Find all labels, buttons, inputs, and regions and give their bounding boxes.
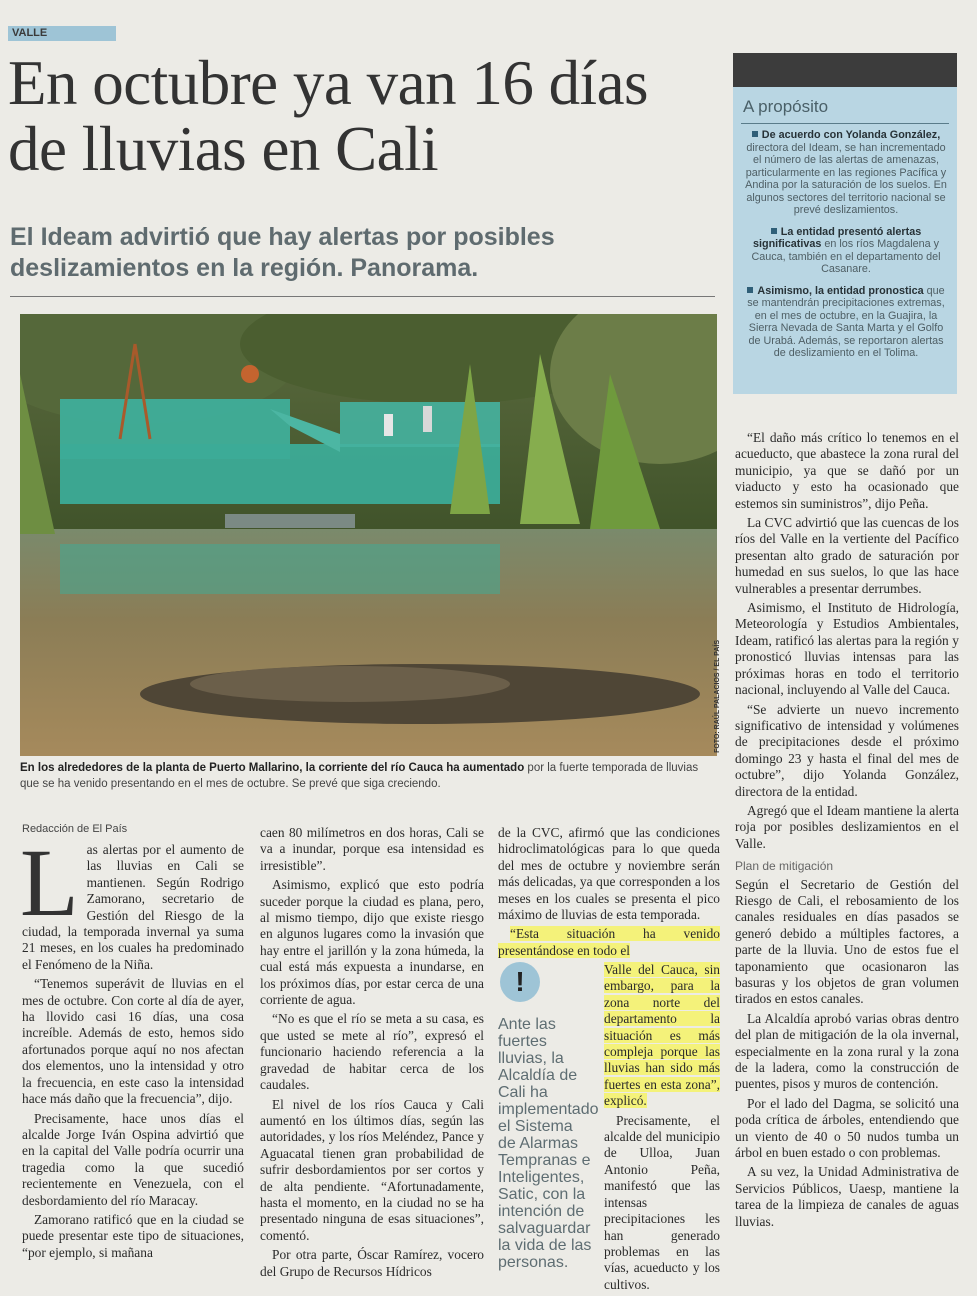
paragraph: Según el Secretario de Gestión del Riesgo de Cali, el rebosamiento de los canales residuales en días pasados se generó debido a múltiples factores, a parte de la lluvia. Uno de estos fue el taponamiento que ocasionaron las basuras y los objetos de gran volumen tirados en estos canales.	[735, 876, 959, 1007]
paragraph: A su vez, la Unidad Administrativa de Servicios Públicos, Uaesp, mantiene la tarea de la limpieza de canales de aguas lluvias.	[735, 1164, 959, 1229]
paragraph: “El daño más crítico lo tenemos en el acueducto, que abastece la zona rural del municipio, ya que se dañó por un viaducto y esto ha ocasionado que estemos sin suministros”, dijo Peña.	[735, 430, 959, 511]
sidebar-item: La entidad presentó alertas significativas en los ríos Magdalena y Cauca, también en el departamento del Casanare.	[751, 225, 941, 275]
subhead: El Ideam advirtió que hay alertas por posibles deslizamientos en la región. Panorama.	[10, 223, 555, 282]
section-subtitle: Plan de mitigación	[735, 859, 834, 874]
paragraph: “Se advierte un nuevo incremento significativo de intensidad y volúmenes de precipitaciones desde el próximo domingo 23 y hasta el final del mes de octubre”, dijo Yolanda González, directora de la entidad.	[735, 701, 959, 799]
paragraph: Por otra parte, Óscar Ramírez, vocero del Grupo de Recursos Hídricos	[260, 1247, 484, 1279]
photo-caption	[20, 760, 720, 792]
paragraph: Por el lado del Dagma, se solicitó una poda crítica de árboles, entendiendo que un viento de 40 o 50 nudos tumba un árbol en buen estado o con problemas.	[735, 1095, 959, 1161]
caption-lead: En los alrededores de la planta de Puerto Mallarino, la corriente del río Cauca ha aumentado	[20, 762, 525, 774]
bullet-icon	[747, 287, 753, 293]
sidebar-header-bar	[733, 53, 957, 87]
pull-quote: Ante las fuertes lluvias, la Alcaldía de Cali ha implementado el Sistema de Alarmas Tempranas e Inteligentes, Satic, con la intención de salvaguardar la vida de las personas.	[498, 1016, 599, 1271]
byline: Redacción de El País	[22, 823, 128, 835]
column-3-right	[604, 962, 720, 1296]
sidebar-title: A propósito	[743, 97, 829, 116]
headline: En octubre ya van 16 días de lluvias en Cali	[8, 48, 649, 184]
paragraph: El nivel de los ríos Cauca y Cali aumentó en los últimos días, según las autoridades, y los ríos Meléndez, Pance y Aguacatal tienen gran probabilidad de sufrir desbordamientos por ser cortos y de alta pendiente. “Afortunadamente, hasta el momento, en la ciudad no se ha presentado ninguna de esas situaciones”, comentó.	[260, 1096, 484, 1243]
paragraph: “No es que el río se meta a su casa, es que usted se mete al río”, expresó el funcionario haciendo referencia a la gravedad de habitar cerca de los caudales.	[260, 1011, 484, 1093]
bullet-icon	[752, 131, 758, 137]
paragraph: Precisamente, el alcalde del municipio de Ulloa, Juan Antonio Peña, manifestó que las intensas precipitaciones les han generado problemas en las vías, acueducto y los cultivos.	[604, 1112, 720, 1292]
paragraph: Asimismo, el Instituto de Hidrología, Meteorología y Estudios Ambientales, Ideam, ratificó las alertas para la región y pronosticó lluvias intensas para las próximas horas en todo el territorio nacional, incluyendo al Valle del Cauca.	[735, 600, 959, 698]
river-scene-image	[20, 314, 717, 756]
drop-cap: L	[20, 829, 79, 936]
sidebar-a-proposito	[733, 53, 957, 394]
section-tag: VALLE	[8, 26, 116, 41]
highlighted-quote-lead: “Esta situación ha venido presentándose en todo el	[498, 926, 720, 958]
photo-credit: FOTO: RAÚL PALACIOS / EL PAÍS	[714, 640, 721, 753]
sidebar-item: Asimismo, la entidad pronostica que se mantendrán precipitaciones extremas, en el mes de octubre, en la Guajira, la Sierra Nevada de Santa Marta y el Golfo de Urabá. Además, se reportaron alertas de deslizamiento en el Tolima.	[747, 284, 945, 359]
caption-text: por la fuerte temporada de lluvias que se ha venido presentando en el mes de octubre. Se prevé que siga creciendo.	[20, 762, 699, 790]
column-4	[735, 430, 959, 1233]
paragraph: de la CVC, afirmó que las condiciones hidroclimatológicas para lo que queda del mes de octubre y noviembre serán más delicadas, ya que corresponden a los meses en los cuales se presenta el pico máximo de lluvias de esta temporada.	[498, 825, 720, 923]
paragraph: La CVC advirtió que las cuencas de los ríos del Valle en la vertiente del Pacífico presentan alto grado de saturación por humedad en sus suelos, lo que las hace vulnerables a presentar derrumbes.	[735, 515, 959, 596]
highlighted-quote: Valle del Cauca, sin embargo, para la zona norte del departamento la situación es más compleja porque las lluvias han sido más fuertes en esta zona”, explicó.	[604, 962, 720, 1109]
paragraph: Agregó que el Ideam mantiene la alerta roja por posibles deslizamientos en el Valle.	[735, 802, 959, 851]
sidebar-divider	[741, 123, 949, 124]
divider	[10, 296, 715, 297]
paragraph: Precisamente, hace unos días el alcalde Jorge Iván Ospina advirtió que en la capital del Valle podría ocurrir una tragedia como la que sucedió recientemente en Venezuela, con el desbordamiento del río Maracay.	[22, 1110, 244, 1208]
paragraph: caen 80 milímetros en dos horas, Cali se va a inundar, porque esa intensidad es irresistible”.	[260, 825, 484, 873]
river-photo	[20, 314, 717, 756]
sidebar-item: De acuerdo con Yolanda González, directora del Ideam, se han incrementado el número de las alertas de amenazas, particularmente en las regiones Pacífica y Andina por la saturación de los suelos. En algunos sectores del territorio nacional se prevé deslizamientos.	[745, 129, 947, 216]
lead-paragraph: Las alertas por el aumento de las lluvias en Cali se mantienen. Según Rodrigo Zamorano, secretario de Gestión del Riesgo de la ciudad, la temporada invernal ya suma 21 meses, en los cuales ha predominado el Fenómeno de la Niña.	[20, 829, 244, 972]
column-2	[260, 825, 484, 1283]
bullet-icon	[771, 228, 777, 234]
exclamation-icon: !	[500, 962, 540, 1002]
paragraph: Zamorano ratificó que en la ciudad se puede presentar este tipo de situaciones, “por ejemplo, si mañana	[22, 1211, 244, 1260]
paragraph: Asimismo, explicó que esto podría suceder porque la ciudad es plana, pero, al mismo tiempo, dijo que existe riesgo en algunos lugares como la invasión que hay entre el jarillón y la zona húmeda, la cual está más expuesta a inundarse, en los próximos días, por estar cerca de una corriente de agua.	[260, 877, 484, 1008]
paragraph: La Alcaldía aprobó varias obras dentro del plan de mitigación de la ola invernal, especialmente en la zona rural y la zona de la ladera, como la construcción de puentes, pisos y muros de contención.	[735, 1010, 959, 1092]
paragraph: “Tenemos superávit de lluvias en el mes de octubre. Con corte al día de ayer, ha llovido casi 16 días, una cosa increíble. Además de esto, hemos sido afortunados porque aquí no nos afectan dos elementos, uno la intensidad y otro la frecuencia, en este caso la intensidad hace más daño que la frecuencia”, dijo.	[22, 976, 244, 1107]
column-3	[498, 825, 720, 962]
